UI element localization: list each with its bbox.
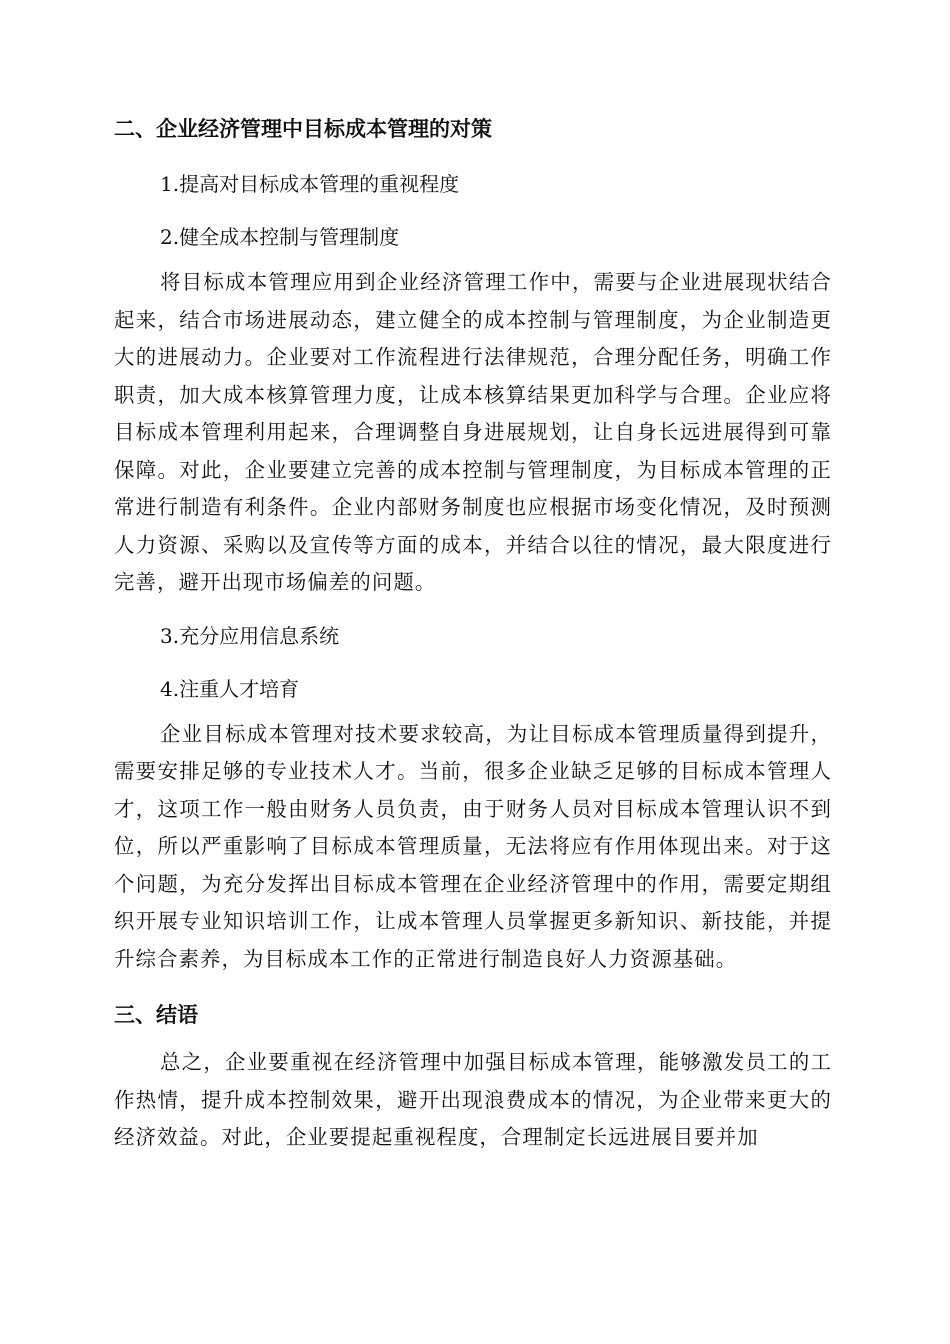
subheading-cost-control-system: 2.健全成本控制与管理制度 [160,225,400,249]
paragraph-cost-control-system: 将目标成本管理应用到企业经济管理工作中，需要与企业进展现状结合起来，结合市场进展动态，建立健全的成本控制与管理制度，为企业制造更大的进展动力。企业要对工作流程进行法律规范，合理分配任务，明确工作职责，加大成本核算管理力度，让成本核算结果更加科学与合理。企业应将目标成本管理利用起来，合理调整自身进展规划，让自身长远进展得到可靠保障。对此，企业要建立完善的成本控制与管理制度，为目标成本管理的正常进行制造有利条件。企业内部财务制度也应根据市场变化情况，及时预测人力资源、采购以及宣传等方面的成本，并结合以往的情况，最大限度进行完善，避开出现市场偏差的问题。 [114,270,832,594]
paragraph-conclusion: 总之，企业要重视在经济管理中加强目标成本管理，能够激发员工的工作热情，提升成本控制效果，避开出现浪费成本的情况，为企业带来更大的经济效益。对此，企业要提起重视程度，合理制定长远进展目要并加 [114,1050,832,1149]
section-heading-conclusion: 三、结语 [114,1003,198,1027]
document-page [114,100,832,1165]
subheading-attention: 1.提高对目标成本管理的重视程度 [160,172,460,196]
subheading-talent-training: 4.注重人才培育 [160,676,300,701]
paragraph-talent-training: 企业目标成本管理对技术要求较高，为让目标成本管理质量得到提升，需要安排足够的专业技术人才。当前，很多企业缺乏足够的目标成本管理人才，这项工作一般由财务人员负责，由于财务人员对目标成本管理认识不到位，所以严重影响了目标成本管理质量，无法将应有作用体现出来。对于这个问题，为充分发挥出目标成本管理在企业经济管理中的作用，需要定期组织开展专业知识培训工作，让成本管理人员掌握更多新知识、新技能，并提升综合素养，为目标成本工作的正常进行制造良好人力资源基础。 [114,721,832,971]
section-heading-countermeasures: 二、企业经济管理中目标成本管理的对策 [114,117,492,141]
subheading-information-system: 3.充分应用信息系统 [160,623,340,648]
